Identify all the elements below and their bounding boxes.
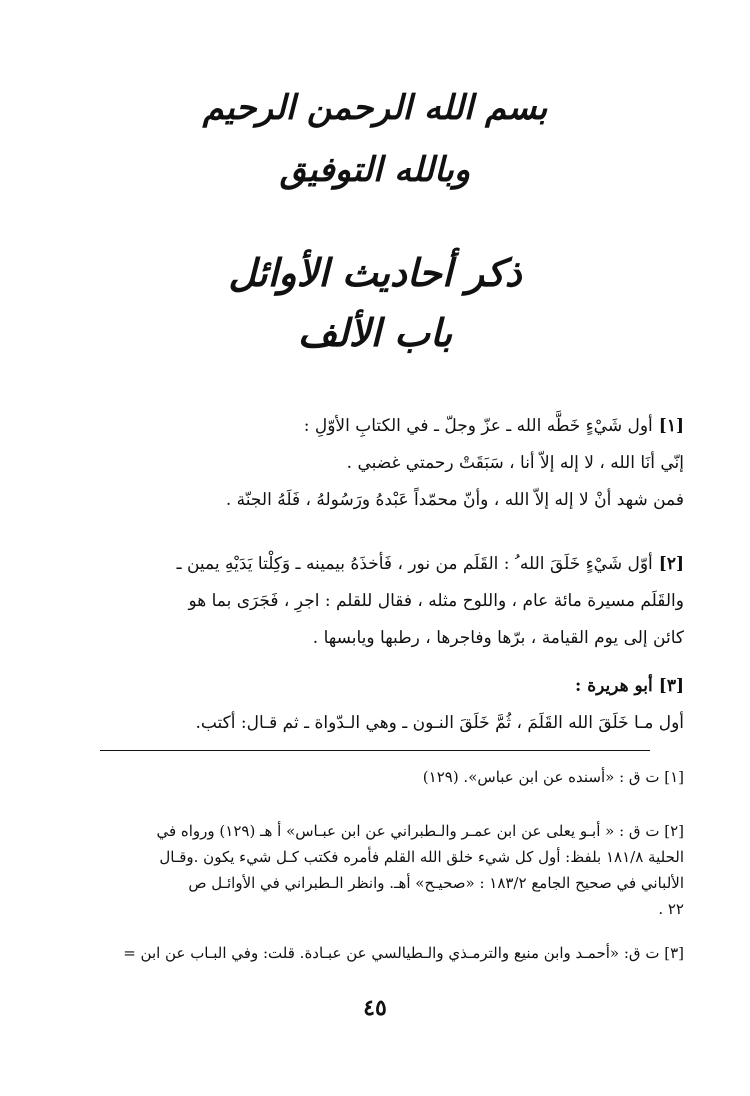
footnote-line: [١] ت ق : «أسنده عن ابن عباس». (١٢٩) bbox=[422, 768, 684, 786]
tawfiq-heading: وبالله التوفيق bbox=[279, 150, 471, 190]
footnote-divider bbox=[100, 750, 650, 751]
hadith-line bbox=[64, 408, 684, 445]
hadith-line: والقَلَم مسيرة مائة عام ، واللوح مثله ، فقال للقلم : اجرِ ، فَجَرَى بما هو bbox=[188, 591, 684, 611]
hadith-line bbox=[64, 668, 684, 705]
basmala-heading: بسم الله الرحمن الرحيم bbox=[202, 88, 548, 128]
footnote-line: الألباني في صحيح الجامع ١٨٣/٢ : «صحيـح» أهـ. وانظر الـطبراني في الأوائـل ص bbox=[188, 874, 684, 892]
footnote-2 bbox=[64, 818, 684, 922]
hadith-line: إنّي أنَا الله ، لا إله إلاّ أنا ، سَبَقَتْ رحمتي غضبي . bbox=[346, 453, 684, 473]
hadith-line: أول مـا خَلَقَ الله القَلَمَ ، ثُمَّ خَلَقَ النـون ـ وهي الـدّواة ـ ثم قـال: أكتب. bbox=[195, 713, 684, 733]
hadith-number: [٣] bbox=[658, 676, 684, 696]
hadith-1 bbox=[64, 408, 684, 519]
hadith-narrator: أبو هريرة : bbox=[575, 676, 653, 696]
hadith-text: أول شَيْءٍ خَطَّه الله ـ عزّ وجلّ ـ في الكتابِ الأوّلِ : bbox=[303, 416, 653, 436]
hadith-line: كائن إلى يوم القيامة ، برّها وفاجرها ، رطبها ويابسها . bbox=[312, 628, 684, 648]
hadith-line: فمن شهد أنْ لا إله إلاّ الله ، وأنّ محمّداً عَبْدهُ ورَسُولهُ ، فَلَهُ الجنّة . bbox=[225, 490, 684, 510]
footnote-line: ٢٢ . bbox=[658, 900, 684, 918]
footnote-line: [٣] ت ق: «أحمـد وابن منيع والترمـذي والـطيالسي عن عبـادة. قلت: وفي البـاب عن ابن = bbox=[123, 944, 684, 962]
section-title: باب الألف bbox=[297, 310, 453, 355]
footnote-1 bbox=[64, 764, 684, 790]
hadith-number: [١] bbox=[658, 416, 684, 436]
chapter-title: ذكر أحاديث الأوائل bbox=[228, 250, 522, 295]
page-number: ٤٥ bbox=[363, 995, 387, 1021]
footnote-3 bbox=[64, 940, 684, 966]
hadith-2 bbox=[64, 546, 684, 657]
footnote-line: [٢] ت ق : « أبـو يعلى عن ابن عمـر والـطبراني عن ابن عبـاس» أ هـ (١٢٩) ورواه في bbox=[156, 822, 684, 840]
hadith-number: [٢] bbox=[658, 554, 684, 574]
hadith-text: أوّل شَيْءٍ خَلَقَ الله ُ : القَلَم من نور ، فَأخذَهُ بيمينه ـ وَكِلْتا يَدَيْهِ يمين ـ bbox=[176, 554, 653, 574]
hadith-line bbox=[64, 546, 684, 583]
footnote-line: الحلية ١٨١/٨ بلفظ: أول كل شيء خلق الله القلم فأمره فكتب كـل شيء يكون .وقـال bbox=[159, 848, 684, 866]
hadith-3 bbox=[64, 668, 684, 742]
